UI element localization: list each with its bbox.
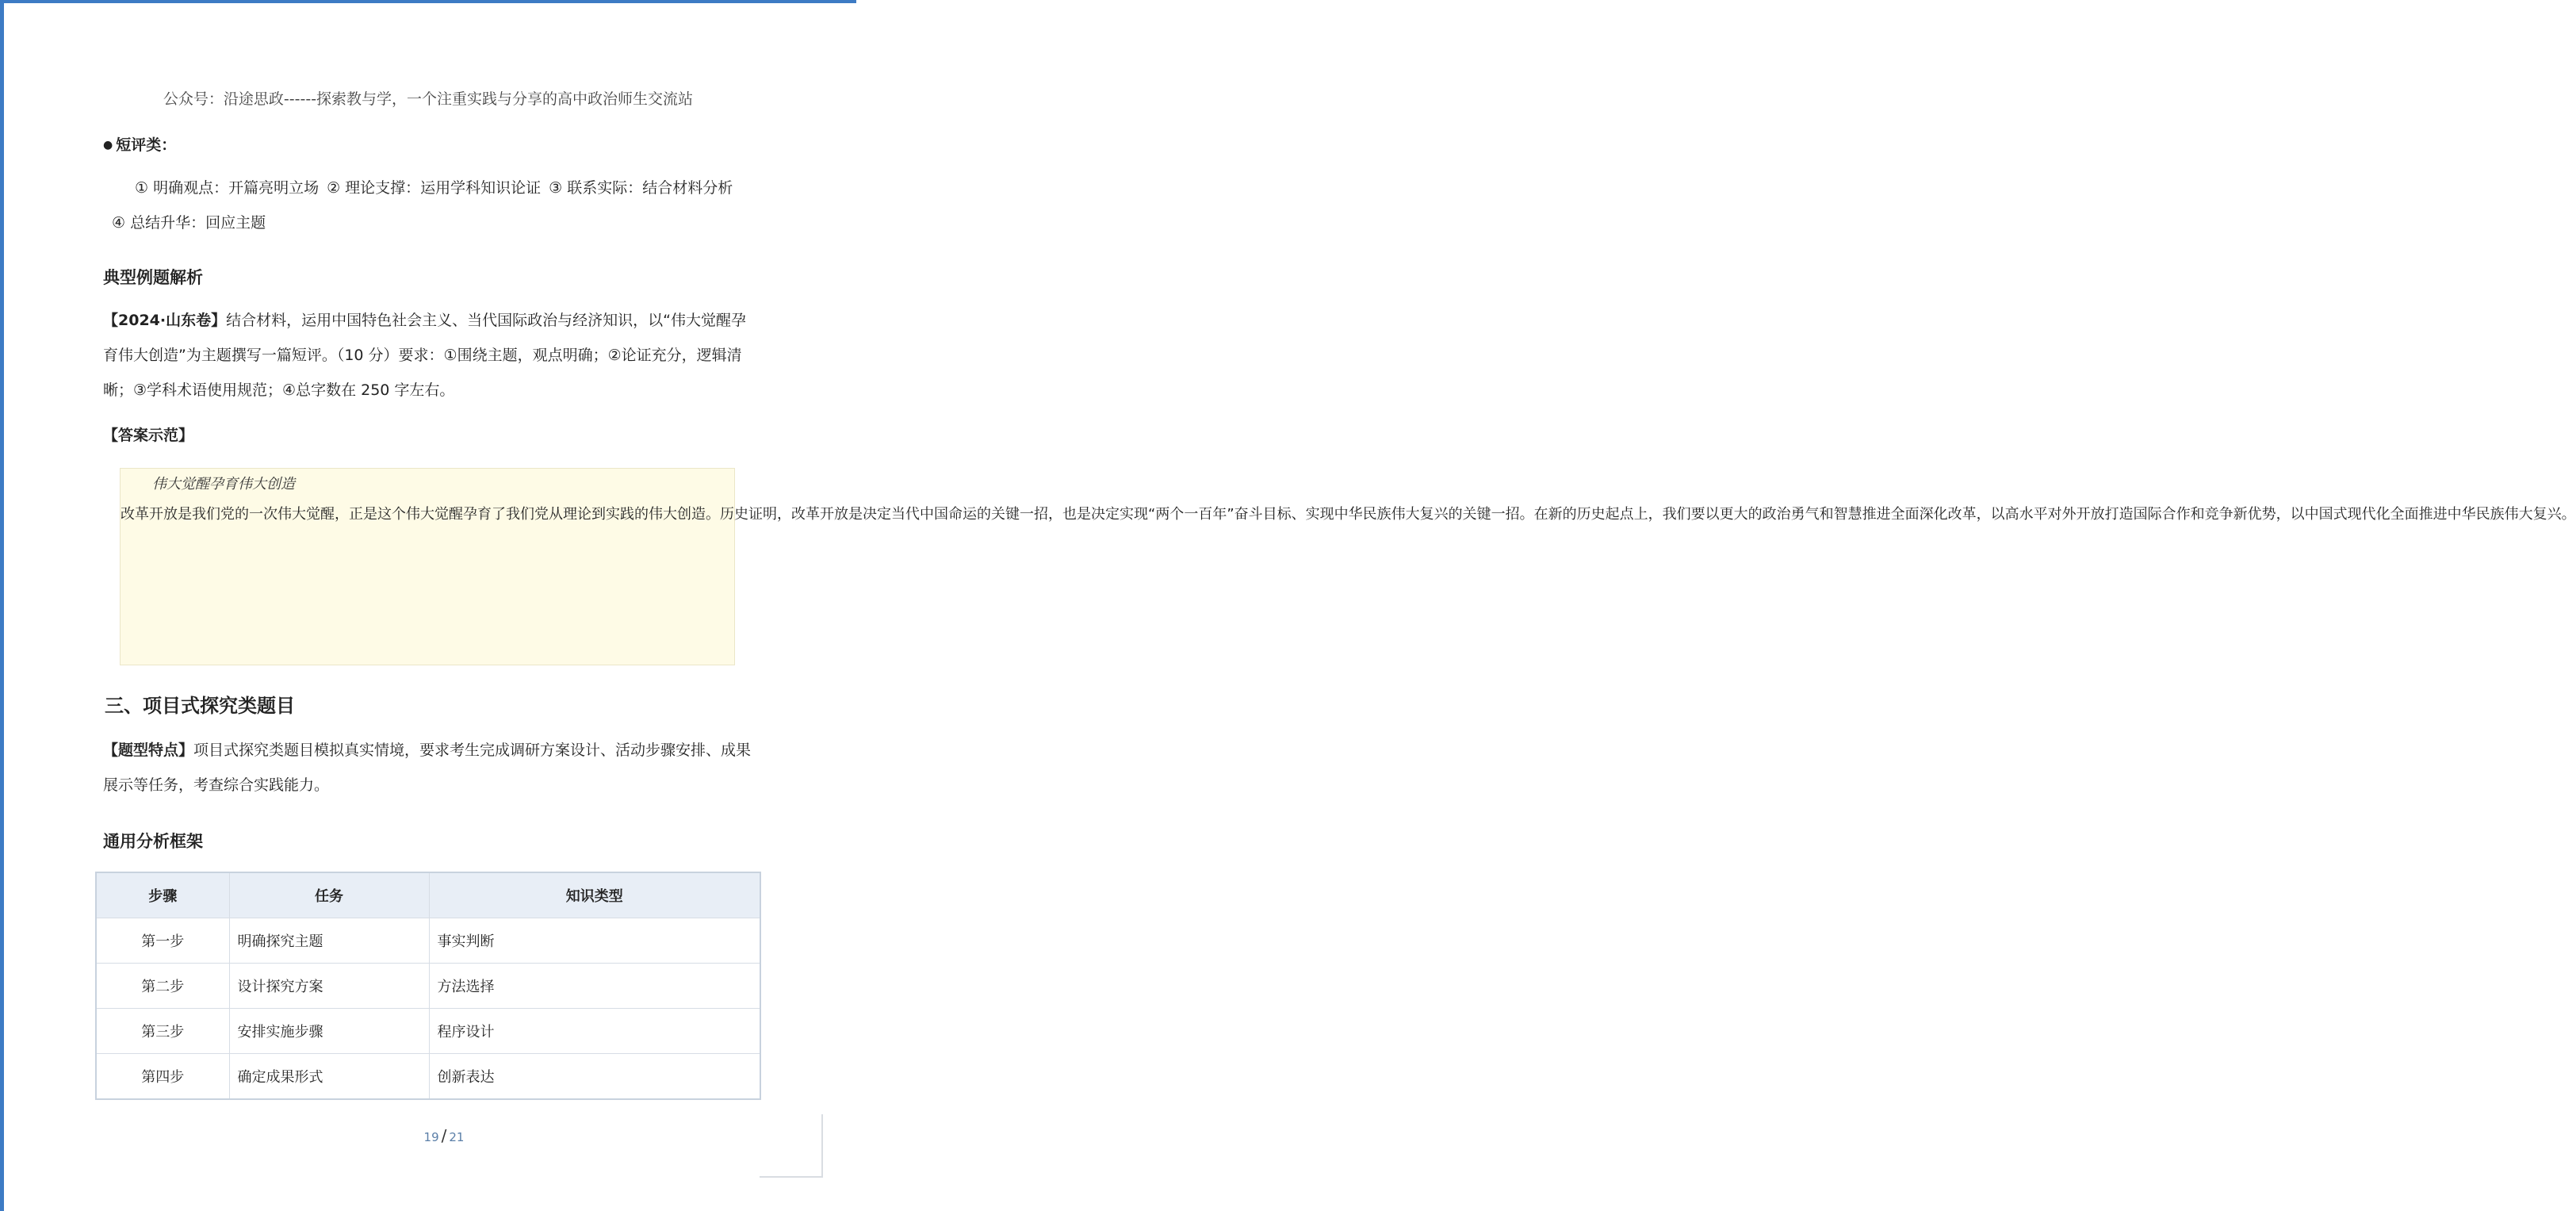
short-review-title-text: 短评类： — [116, 136, 177, 154]
corner-mark-horizontal — [760, 1176, 823, 1178]
task-cell: 明确探究主题 — [229, 918, 429, 964]
framework-heading: 通用分析框架 — [103, 832, 203, 851]
header-cell-task: 任务 — [229, 872, 429, 918]
header-cell-step: 步骤 — [96, 872, 229, 918]
table-row — [96, 1009, 760, 1054]
task-cell: 安排实施步骤 — [229, 1009, 429, 1054]
table-row — [96, 1054, 760, 1100]
short-review-points-line-1 — [135, 176, 733, 197]
section-title: 三、项目式探究类题目 — [105, 695, 295, 717]
answer-box — [120, 468, 2576, 665]
framework-table — [95, 872, 761, 1100]
task-cell: 设计探究方案 — [229, 964, 429, 1009]
point-1: ① 明确观点：开篇亮明立场 — [135, 179, 320, 197]
knowledge-cell: 程序设计 — [429, 1009, 760, 1054]
point-4: ④ 总结升华：回应主题 — [112, 214, 266, 232]
example-question — [103, 303, 753, 408]
page-total: 21 — [449, 1130, 465, 1144]
feature-tag: 【题型特点】 — [103, 742, 194, 759]
example-tag: 【2024·山东卷】 — [103, 312, 227, 329]
table-row — [96, 918, 760, 964]
step-cell: 第一步 — [96, 918, 229, 964]
table-header-row — [96, 872, 760, 918]
example-text: 结合材料，运用中国特色社会主义、当代国际政治与经济知识，以“伟大觉醒孕育伟大创造”为主题撰写一篇短评。（10 分）要求：①围绕主题，观点明确；②论证充分，逻辑清晰；③学科术语使用规范；④总字数在 250 字左右。 — [103, 312, 746, 399]
task-cell: 确定成果形式 — [229, 1054, 429, 1100]
knowledge-cell: 创新表达 — [429, 1054, 760, 1100]
corner-mark-vertical — [821, 1114, 823, 1178]
point-3: ③ 联系实际：结合材料分析 — [549, 179, 733, 197]
bullet-icon: ● — [103, 139, 113, 151]
answer-label: 【答案示范】 — [103, 427, 194, 444]
step-cell: 第四步 — [96, 1054, 229, 1100]
point-2: ② 理论支撑：运用学科知识论证 — [327, 179, 542, 197]
answer-title: 伟大觉醒孕育伟大创造 — [152, 476, 295, 492]
page-separator: / — [441, 1126, 447, 1145]
step-cell: 第二步 — [96, 964, 229, 1009]
table-row — [96, 964, 760, 1009]
short-review-title — [103, 133, 176, 155]
short-review-points-line-2 — [112, 211, 266, 232]
header-cell-knowledge: 知识类型 — [429, 872, 760, 918]
page-current: 19 — [423, 1130, 439, 1144]
top-border — [0, 0, 856, 3]
example-heading: 典型例题解析 — [103, 268, 203, 287]
knowledge-cell: 方法选择 — [429, 964, 760, 1009]
page-number — [0, 1126, 888, 1145]
left-border — [0, 0, 4, 1211]
step-cell: 第三步 — [96, 1009, 229, 1054]
answer-text: 改革开放是我们党的一次伟大觉醒，正是这个伟大觉醒孕育了我们党从理论到实践的伟大创造。历史证明，改革开放是决定当代中国命运的关键一招，也是决定实现“两个一百年”奋斗目标、实现中华民族伟大复兴的关键一招。在新的历史起点上，我们要以更大的政治勇气和智慧推进全面深化改革，以高水平对外开放打造国际合作和竞争新优势，以中国式现代化全面推进中华民族伟大复兴。 — [121, 506, 2576, 523]
feature-paragraph — [103, 733, 753, 803]
knowledge-cell: 事实判断 — [429, 918, 760, 964]
page-header: 公众号：沿途思政------探索教与学，一个注重实践与分享的高中政治师生交流站 — [163, 90, 694, 108]
feature-text: 项目式探究类题目模拟真实情境，要求考生完成调研方案设计、活动步骤安排、成果展示等任务，考查综合实践能力。 — [103, 742, 752, 794]
